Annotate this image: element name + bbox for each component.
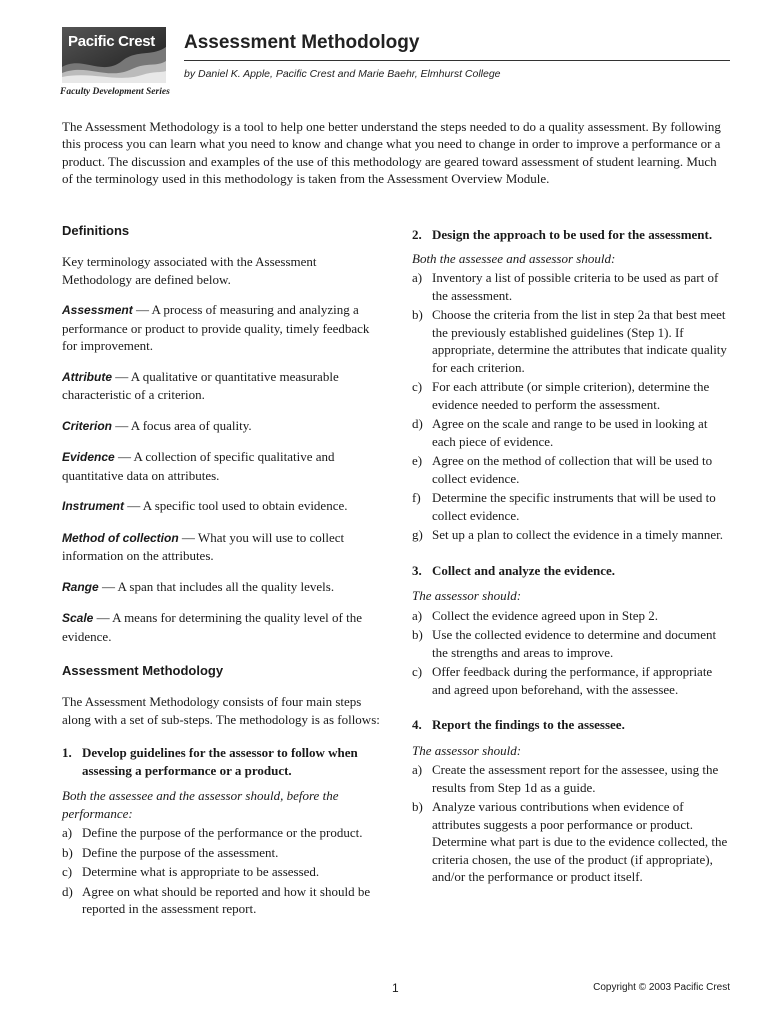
list-item — [412, 761, 730, 796]
step-1-title — [62, 744, 382, 779]
definition-attribute — [62, 368, 382, 404]
definition-evidence — [62, 448, 382, 484]
term: Assessment — [62, 303, 133, 317]
item-text: Analyze various contributions when evidence of attributes suggests a poor performance or product. Determine what part is due to the evidence collected, the criteria chosen, the use of the product (if appropriate), and/or the performance or product itself. — [432, 799, 728, 884]
list-item — [412, 489, 730, 524]
list-item — [62, 824, 382, 842]
definition-range — [62, 578, 382, 597]
list-item — [412, 526, 730, 544]
intro-paragraph: The Assessment Methodology is a tool to help one better understand the steps needed to do a quality assessment. By following this process you can learn what you need to know and change what you need to change in order to improve a performance or a product. The discussion and examples of the use of this methodology are geared toward assessment of student learning. Much of the terminology used in this methodology is taken from the Assessment Overview Module. — [62, 119, 721, 186]
step-number: 4. — [412, 717, 422, 732]
list-item — [412, 607, 730, 625]
definition-text: — A qualitative or quantitative measurable characteristic of a criterion. — [62, 368, 339, 402]
list-item — [62, 863, 382, 881]
item-letter: a) — [412, 607, 423, 623]
step-title: Collect and analyze the evidence. — [432, 562, 616, 578]
pacific-crest-logo — [62, 27, 166, 83]
item-letter: b) — [62, 844, 73, 860]
step-number: 3. — [412, 562, 422, 578]
page-title: Assessment Methodology — [184, 32, 420, 53]
term: Method of collection — [62, 530, 179, 545]
definition-scale — [62, 609, 382, 645]
item-letter: e) — [412, 453, 423, 468]
definition-text: — A means for determining the quality level of the evidence. — [62, 610, 362, 644]
definition-text: — A process of measuring and analyzing a performance or product to provide quality, timely feedback for improvement. — [62, 302, 370, 353]
step-4-title — [412, 716, 730, 734]
item-letter: b) — [412, 307, 423, 322]
item-letter: a) — [412, 270, 423, 285]
term: Evidence — [62, 450, 115, 464]
item-letter: f) — [412, 490, 421, 505]
item-letter: c) — [62, 864, 73, 879]
right-column — [412, 226, 730, 888]
definition-criterion — [62, 417, 382, 436]
methodology-heading: Assessment Methodology — [62, 663, 224, 678]
item-letter: b) — [412, 627, 423, 642]
item-letter: d) — [62, 883, 73, 899]
series-name: Faculty Development Series — [60, 87, 170, 97]
step-4-list — [412, 761, 730, 886]
definition-text: — A focus area of quality. — [112, 417, 252, 433]
item-text: Agree on the scale and range to be used in looking at each piece of evidence. — [432, 416, 708, 449]
byline: by Daniel K. Apple, Pacific Crest and Marie Baehr, Elmhurst College — [184, 68, 501, 80]
step-1-list — [62, 824, 382, 918]
left-column — [62, 223, 382, 920]
list-item — [412, 306, 730, 376]
list-item — [412, 378, 730, 413]
step-number: 2. — [412, 227, 422, 242]
methodology-text: The Assessment Methodology consists of four main steps along with a set of sub-steps. The methodology is as follows: — [62, 694, 380, 727]
item-letter: d) — [412, 416, 423, 431]
item-text: Choose the criteria from the list in step 2a that best meet the previously established guidelines (Step 1). If appropriate, determine the attributes that indicate quality for each criterion. — [432, 307, 727, 375]
item-text: Collect the evidence agreed upon in Step 2. — [432, 607, 658, 623]
step-3-title — [412, 562, 730, 580]
item-letter: a) — [62, 825, 73, 840]
definition-text: — A specific tool used to obtain evidence. — [124, 498, 348, 513]
definition-text: — What you will use to collect information on the attributes. — [62, 529, 345, 563]
item-text: Use the collected evidence to determine and document the strengths and areas to improve. — [432, 627, 717, 660]
definition-instrument — [62, 497, 382, 516]
definitions-lead: Key terminology associated with the Assessment Methodology are defined below. — [62, 254, 317, 287]
page-number: 1 — [392, 981, 399, 995]
step-title: Design the approach to be used for the assessment. — [432, 227, 713, 242]
term: Instrument — [62, 499, 125, 513]
item-text: Agree on the method of collection that will be used to collect evidence. — [432, 453, 713, 486]
item-letter: a) — [412, 762, 423, 777]
logo-text: Pacific Crest — [68, 33, 155, 50]
list-item — [62, 844, 382, 862]
list-item — [62, 883, 382, 918]
step-2-title — [412, 226, 730, 244]
item-letter: c) — [412, 664, 423, 679]
item-letter: c) — [412, 379, 423, 394]
item-text: Create the assessment report for the assessee, using the results from Step 1d as a guide. — [432, 762, 719, 795]
term: Attribute — [62, 369, 112, 384]
definition-text: — A collection of specific qualitative and quantitative data on attributes. — [62, 449, 335, 483]
copyright-notice: Copyright © 2003 Pacific Crest — [593, 982, 730, 993]
item-text: Determine what is appropriate to be assessed. — [82, 864, 320, 879]
item-letter: g) — [412, 527, 423, 542]
list-item — [412, 452, 730, 487]
definition-method-of-collection — [62, 529, 382, 565]
item-text: Define the purpose of the performance or the product. — [82, 825, 363, 840]
item-text: For each attribute (or simple criterion), determine the evidence needed to perform the assessment. — [432, 379, 710, 412]
step-2-lead: Both the assessee and assessor should: — [412, 250, 616, 266]
item-text: Agree on what should be reported and how it should be reported in the assessment report. — [82, 883, 371, 916]
list-item — [412, 626, 730, 661]
item-text: Offer feedback during the performance, if appropriate and agreed upon beforehand, with the assessee. — [432, 664, 713, 697]
step-3-list — [412, 607, 730, 699]
step-title: Report the findings to the assessee. — [432, 717, 625, 732]
definition-assessment — [62, 301, 382, 355]
definitions-heading: Definitions — [62, 223, 130, 238]
term: Range — [62, 579, 99, 594]
item-text: Define the purpose of the assessment. — [82, 844, 279, 860]
step-1-lead: Both the assessee and the assessor should, before the performance: — [62, 788, 339, 821]
item-text: Set up a plan to collect the evidence in a timely manner. — [432, 527, 723, 542]
step-2-list — [412, 269, 730, 544]
item-text: Determine the specific instruments that will be used to collect evidence. — [432, 490, 716, 523]
title-rule — [184, 60, 730, 61]
step-3-lead: The assessor should: — [412, 588, 522, 603]
list-item — [412, 663, 730, 698]
step-number: 1. — [62, 745, 72, 760]
term: Scale — [62, 611, 94, 625]
list-item — [412, 798, 730, 886]
step-4-lead: The assessor should: — [412, 742, 522, 758]
item-letter: b) — [412, 799, 423, 814]
term: Criterion — [62, 418, 113, 433]
list-item — [412, 269, 730, 304]
list-item — [412, 415, 730, 450]
step-title: Develop guidelines for the assessor to follow when assessing a performance or a product. — [82, 745, 358, 778]
definition-text: — A span that includes all the quality levels. — [98, 578, 335, 594]
item-text: Inventory a list of possible criteria to be used as part of the assessment. — [432, 270, 719, 303]
